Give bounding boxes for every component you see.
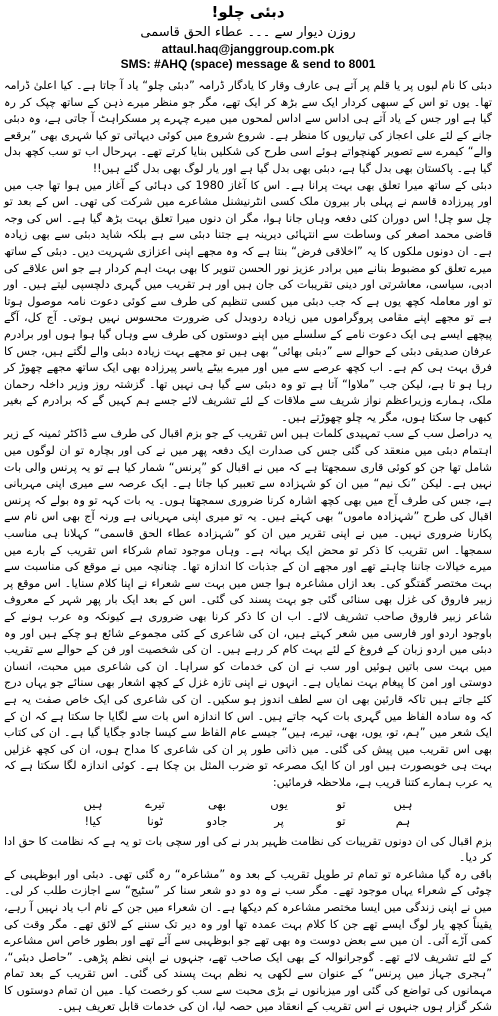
paragraph-1: دبئی کا نام لبوں پر یا قلم پر آتے ہی عارف وقار کا یادگار ڈرامہ ”دبئی چلو“ یاد آ جاتا ہے۔ کیا اعلیٰ ڈرامہ تھا۔ یوں تو اس کے سبھی کردار ایک سے بڑھ کر ایک تھے، مگر جو منظر میرے ذہن کے ساتھ چپک کر رہ گیا ہے اور جس کے یاد آتے ہی اداس سے اداس لمحوں میں میرے چہرے پر مسکراہٹ آ جاتی ہے، وہ دبئی جانے کے لئے علی اعجاز کی تیاریوں کا منظر ہے۔ شروع شروع میں کوئی دیہاتی تو کیا شہری بھی ”برقعے والے“ کیمرے سے تصویر کھنچواتے ہوئے اسی طرح کی شکلیں بنایا کرتے تھے۔ بہرحال اب تو سب کچھ بدل گیا ہے۔ پاکستان بھی بدل گیا ہے، دبئی بھی بدل گیا ہے اور یار لوگ بھی بدل گئے ہیں!! [4, 79, 492, 175]
column-byline: روزن دیوار سے ۔۔۔ عطاء الحق قاسمی [140, 25, 356, 40]
paragraph-3: یہ دراصل سب کے سب تمہیدی کلمات ہیں اس تقریب کے جو بزم اقبال کی طرف سے ڈاکٹر ثمینہ کے زیر اہتمام دبئی میں منعقد کی گئی جس کی صدارت ایک دفعہ پھر میں نے کی اور بچارہ تو ان لوگوں میں شامل تھا جن کو کوئی قاری سمجھتا ہے کہ میں نے اقبال کو ”پرنس“ شمار کیا ہے تو یہ پرنس والی بات نہیں ہے۔ لیکن ”نک نیم“ میں ان کو شہزادہ سے تعبیر کیا جاتا ہے۔ ایک عرصہ سے میری اپنی مہربانی ہے، جس کی طرف آج میں بھی کچھ اشارہ کرنا ضروری سمجھتا ہوں۔ یہ بات کہہ تو وہ بولے کہ پرنس اقبال کی طرح ”شہزادہ ماموں“ بھی کہتے ہیں۔ یہ تو میری اپنی مہربانی ہے ورنہ آج بھی اس نام سے پکارنا ضروری نہیں۔ میں نے اپنی تقریر میں ان کو ”شہزادہ عطاء الحق قاسمی“ کہلانا ہی مناسب سمجھا۔ اس تقریب کا ذکر تو محض ایک بہانہ ہے۔ وہاں موجود تمام شرکاء اس تقریب کے بارے میں میرے خیالات جاننا چاہتے تھے اور مجھے ان کے جذبات کا اندازہ تھا۔ چنانچہ میں نے موقع کی مناسبت سے بہت مختصر گفتگو کی۔ بعد ازاں مشاعرہ ہوا جس میں بہت سے شعراء نے اپنا کلام سنایا۔ اس موقع پر زبیر فاروق کی غزل بھی سنائی گئی جو بہت پسند کی گئی۔ اس کے بعد ایک بار پھر شہر کے معروف شاعر زبیر فاروق صاحب تشریف لائے۔ اب ان کا ذکر کرنا بھی ضروری ہے کیونکہ وہ عرب ہونے کے باوجود اردو اور فارسی میں شعر کہتے ہیں، ان کی شاعری کے کئی مجموعے شائع ہو چکے ہیں اور وہ دبئی میں اردو زبان کے فروغ کے لئے بہت کام کر رہے ہیں۔ ان کی شخصیت اور فن کے حوالے سے تقریب میں بہت سی باتیں ہوئیں اور سب نے ان کی خدمات کو سراہا۔ ان کی شاعری میں محبت، انسان دوستی اور امن کا پیغام بہت نمایاں ہے۔ انہوں نے اپنی تازہ غزل کے کچھ اشعار بھی سنائے جو یہاں درج کئے جاتے ہیں تاکہ قارئین بھی ان سے لطف اندوز ہو سکیں۔ ان کی شاعری کی ایک خاص صفت یہ ہے کہ وہ سادہ الفاظ میں گہری بات کہہ جاتے ہیں۔ اس کا اندازہ اس بات سے لگایا جا سکتا ہے کہ ان کے ایک شعر میں ”ہم، تو، یوں، بھی، تیرے، ہیں“ جیسے عام الفاظ سے کیسا جادو جگایا گیا ہے۔ ان کی کتاب بھی اس تقریب میں پیش کی گئی۔ میں ذاتی طور پر ان کی شاعری کا مداح ہوں، ان کی کچھ غزلیں بہت ہی خوبصورت ہیں اور ان کا ایک مصرعہ تو ضرب المثل بن چکا ہے۔ کوئی اندازہ لگا سکتا ہے کہ یہ عرب ہمارے کتنا قریب ہے، ملاحظہ فرمائیں: [4, 427, 492, 789]
paragraph-2: دبئی کے ساتھ میرا تعلق بھی بہت پرانا ہے۔ اس کا آغاز 1980 کی دہائی کے آغاز میں ہوا تھا جب میں اور پیرزادہ قاسم نے پہلی بار بیرون ملک کسی انٹرنیشنل مشاعرے میں شرکت کی تھی۔ اس کے بعد تو چل سو چل! اس دوران کئی دفعہ وہاں جانا ہوا، مگر ان دنوں میرا تعلق بہت بڑھ گیا ہے۔ اس کی وجہ قاضی محمد اصغر کی وساطت سے انتہائی دیرینہ ہے جتنا دبئی سے ہے بلکہ شاید دبئی سے بھی زیادہ ہے۔ ان دونوں ملکوں کا یہ ”اخلاقی فرض“ بنتا ہے کہ وہ مجھے اپنی اعزازی شہریت دیں۔ دبئی کے ساتھ میرے تعلق کو مضبوط بنانے میں برادر عزیز نور الحسن تنویر کا بھی بہت اہم کردار ہے جو اس علاقے کی ادبی، سیاسی، معاشرتی اور دینی تقریبات کی جان ہیں اور ہر تقریب میں گہری دلچسپی لیتے ہیں۔ اور تو اور معاملہ کچھ یوں ہے کہ جب دبئی میں کسی تنظیم کی طرف سے کوئی دعوت نامہ موصول ہوتا ہے تو مجھے اپنے مقامی پروگراموں میں زیادہ ردوبدل کی ضرورت محسوس نہیں ہوتی۔ آج کل، آگے پیچھے ایسے ہی ایک دعوت نامے کے سلسلے میں اپنے دوستوں کی طرف سے وہاں گیا ہوا ہوں اور برادرم عرفان صدیقی دبئی کے حوالے سے ”دبئی بھائی“ بھی ہیں تو مجھے بہت زیادہ دبئی والے لگتے ہیں، جس کا فرق بہت ہی کم ہے۔ اب کچھ عرصے سے میں اور میرے بیٹے یاسر پیرزادہ بھی ایک ساتھ مجھے چھوڑ کر رہا ہو تا ہے، لیکن جب ”ملاوا“ آتا ہے تو وہ دبئی سے گیا ہی نہیں تھا۔ گزشتہ روز وزیر داخلہ رحمان ملک، ہمارے وزیراعظم نواز شریف سے ملاقات کے لئے تشریف لائے جسے ہم کہیں گے کہ برادرم کے بغیر کبھی جا سکتا ہوں، مگر یہ چلو چھوڑتے ہیں۔ [4, 178, 492, 424]
poem-word: ٹونا [147, 813, 163, 828]
paragraph-4: بزم اقبال کی ان دونوں تقریبات کی نظامت ظہیر بدر نے کی اور سچی بات تو یہ ہے کہ نظامت کا حق ادا کر دیا۔ [4, 834, 492, 865]
paragraph-5: باقی رہ گیا مشاعرہ تو تمام تر طویل تقریب کے بعد وہ ”مشاعرہ“ رہ گئی تھی۔ دبئی اور ابوظہبی کے چوٹی کے شعراء یہاں موجود تھے۔ مگر سب نے وہ دو دو شعر سنا کر ”سٹیج“ سے اجازت طلب کر لی۔ میں نے اپنی زندگی میں ایسا مختصر مشاعرہ کم دیکھا ہے۔ ان شعراء میں جن کے نام اب یاد نہیں آ رہے، یقیناً کچھ یار لوگ ایسے تھے جن کا کلام بہت عمدہ تھا اور وہ دیر تک سننے کے لائق تھے۔ مگر وقت کی کمی آڑے آئی۔ ان میں سے بعض دوست وہ بھی تھے جو ابوظہبی سے آئے تھے اور بطور خاص اس مشاعرے کے لئے تشریف لائے تھے۔ گوجرانوالہ کے بھی ایک صاحب تھے، جنہوں نے اپنی نظم پڑھی۔ ”حاصل دبئی“، ”ہجری جہاز میں پرنس“ کے عنوان سے لکھی یہ نظم بہت پسند کی گئی۔ اس تقریب کے بعد تمام مہمانوں کی تواضع کی گئی اور میزبانوں نے بڑی محبت سے سب کو رخصت کیا۔ میں ان تمام دوستوں کا شکر گزار ہوں جنہوں نے اس تقریب کے انعقاد میں حصہ لیا، ان کی خدمات قابل تعریف ہیں۔ [4, 867, 492, 1014]
poem-word: ہیں [393, 796, 413, 811]
poem-couplet [4, 796, 492, 830]
article-body [4, 78, 492, 1016]
article-title: دبئی چلو! [211, 3, 285, 21]
poem-word: تو [336, 813, 346, 828]
poem-line-1 [4, 796, 492, 813]
poem-word: ہم [395, 813, 411, 828]
poem-word: ہیں [83, 796, 103, 811]
poem-word: کیا! [84, 813, 102, 828]
sms-instructions: SMS: #AHQ (space) message & send to 8001 [120, 57, 376, 71]
poem-word: جادو [206, 813, 228, 828]
poem-word: تو [336, 796, 346, 811]
poem-word: تیرے [145, 796, 165, 811]
poem-word: بھی [207, 796, 227, 811]
author-email: attaul.haq@janggroup.com.pk [161, 42, 335, 56]
poem-word: پر [274, 813, 284, 828]
poem-line-2 [4, 813, 492, 830]
poem-word: یوں [270, 796, 288, 811]
